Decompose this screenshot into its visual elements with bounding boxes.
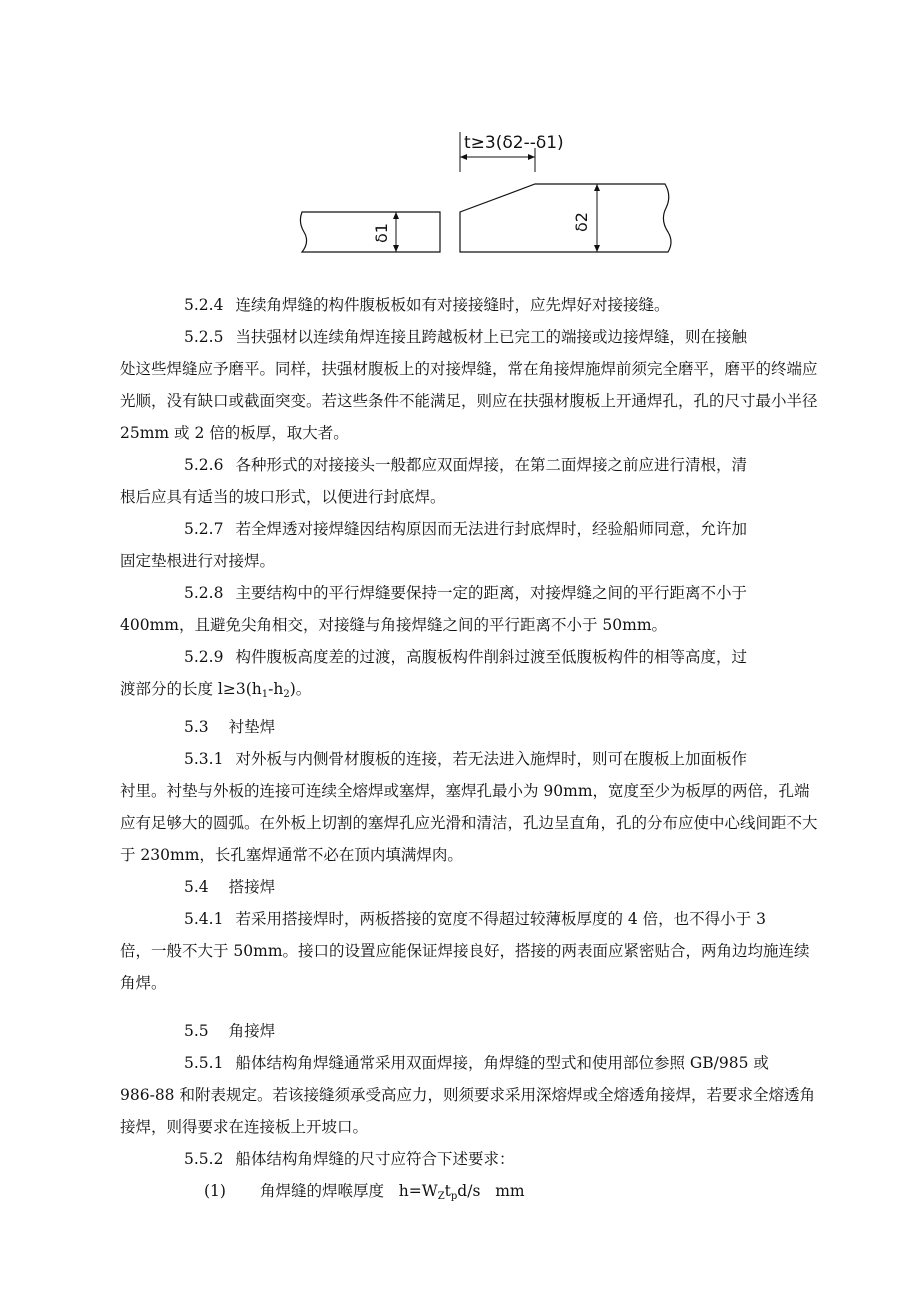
left-arrow-bottom (393, 245, 399, 252)
paragraph-5-2-5-continued: 处这些焊缝应予磨平。同样，扶强材腹板上的对接焊缝，常在角接焊施焊前须完全磨平，磨平的终端应光顺，没有缺口或截面突变。若这些条件不能满足，则应在扶强材腹板上开通焊孔，孔的尺寸最小半径 25mm 或 2 倍的板厚，取大者。 (120, 360, 818, 442)
paragraph-first-line: 主要结构中的平行焊缝要保持一定的距离，对接焊缝之间的平行距离不小于 (235, 584, 747, 602)
diagram-svg (290, 120, 690, 270)
right-plate-label: δ2 (572, 212, 591, 232)
dim-arrow-left (460, 154, 467, 160)
paragraph-5-2-6 (184, 449, 824, 481)
left-plate-outline (300, 212, 440, 252)
unit: mm (495, 1182, 525, 1200)
paragraph-5-2-8-continued: 400mm，且避免尖角相交，对接缝与角接焊缝之间的平行距离不小于 50mm。 (120, 616, 668, 634)
body-text (120, 289, 824, 1213)
formula-part: 渡部分的长度 l≥3(h (120, 680, 262, 698)
spacer (184, 999, 824, 1015)
paragraph-5-2-9-continued (120, 673, 824, 711)
left-arrow-top (393, 212, 399, 219)
subscript-z: Z (437, 1191, 445, 1202)
item-text: 角焊缝的焊喉厚度 (260, 1182, 385, 1200)
section-number: 5.4 (184, 878, 209, 896)
paragraph-5-2-8 (184, 577, 824, 609)
paragraph-first-line: 若全焊透对接焊缝因结构原因而无法进行封底焊时，经验船师同意，允许加 (235, 520, 747, 538)
right-plate-outline (460, 184, 671, 252)
left-plate-label: δ1 (372, 223, 391, 243)
section-heading-5-3 (184, 711, 824, 743)
paragraph-5-2-5 (184, 321, 824, 353)
list-item-1 (184, 1175, 824, 1213)
formula-part: t (444, 1182, 451, 1200)
paragraph-5-2-6-continued: 根后应具有适当的坡口形式，以便进行封底焊。 (120, 488, 446, 506)
paragraph-first-line: 船体结构角焊缝通常采用双面焊接，角焊缝的型式和使用部位参照 GB/985 或 (235, 1054, 769, 1072)
paragraph-5-3-1 (184, 743, 824, 775)
paragraph-first-line: 连续角焊缝的构件腹板板如有对接接缝时，应先焊好对接接缝。 (235, 296, 670, 314)
paragraph-first-line: 构件腹板高度差的过渡，高腹板构件削斜过渡至低腹板构件的相等高度，过 (235, 648, 747, 666)
paragraph-first-line: 对外板与内侧骨材腹板的连接，若无法进入施焊时，则可在腹板上加面板作 (235, 750, 747, 768)
clause-number: 5.2.6 (184, 456, 224, 474)
section-title: 衬垫焊 (228, 718, 276, 736)
clause-number: 5.5.2 (184, 1150, 224, 1168)
paragraph-first-line: 各种形式的对接接头一般都应双面焊接，在第二面焊接之前应进行清根，清 (235, 456, 747, 474)
right-arrow-top (594, 184, 600, 191)
right-arrow-bottom (594, 245, 600, 252)
section-title: 搭接焊 (228, 878, 276, 896)
section-heading-5-5 (184, 1015, 824, 1047)
clause-number: 5.3.1 (184, 750, 224, 768)
formula-part: -h (268, 680, 284, 698)
paragraph-first-line: 船体结构角焊缝的尺寸应符合下述要求： (235, 1150, 515, 1168)
paragraph-5-2-7-continued: 固定垫根进行对接焊。 (120, 552, 276, 570)
paragraph-5-2-4 (184, 289, 824, 321)
clause-number: 5.2.9 (184, 648, 224, 666)
item-number: (1) (204, 1182, 226, 1200)
paragraph-5-4-1 (184, 903, 824, 935)
section-title: 角接焊 (228, 1022, 276, 1040)
clause-number: 5.2.7 (184, 520, 224, 538)
section-number: 5.3 (184, 718, 209, 736)
dim-arrow-right (528, 154, 535, 160)
paragraph-first-line: 当扶强材以连续角焊连接且跨越板材上已完工的端接或边接焊缝，则在接触 (235, 328, 747, 346)
paragraph-first-line: 若采用搭接焊时，两板搭接的宽度不得超过较薄板厚度的 4 倍，也不得小于 3 (235, 910, 766, 928)
paragraph-5-5-2 (184, 1143, 824, 1175)
paragraph-5-4-1-continued: 倍，一般不大于 50mm。接口的设置应能保证焊接良好，搭接的两表面应紧密贴合，两角边均施连续角焊。 (120, 942, 810, 992)
subscript-1: 1 (261, 689, 269, 700)
paragraph-5-2-7 (184, 513, 824, 545)
paragraph-5-5-1-continued: 986-88 和附表规定。若该接缝须承受高应力，则须要求采用深熔焊或全熔透角接焊，若要求全熔透角接焊，则得要求在连接板上开坡口。 (120, 1086, 815, 1136)
clause-number: 5.4.1 (184, 910, 224, 928)
dimension-label: t≥3(δ2--δ1) (464, 133, 564, 153)
clause-number: 5.2.8 (184, 584, 224, 602)
paragraph-5-5-1 (184, 1047, 824, 1079)
formula-part: h=W (398, 1182, 438, 1200)
clause-number: 5.2.4 (184, 296, 224, 314)
formula-part: )。 (289, 680, 312, 698)
section-number: 5.5 (184, 1022, 209, 1040)
paragraph-5-3-1-continued: 衬里。衬垫与外板的连接可连续全熔焊或塞焊，塞焊孔最小为 90mm，宽度至少为板厚的两倍，孔端应有足够大的圆弧。在外板上切割的塞焊孔应光滑和清洁，孔边呈直角，孔的分布应使中心线间距不大于 230mm，长孔塞焊通常不必在顶内填满焊肉。 (120, 782, 818, 864)
subscript-2: 2 (283, 689, 290, 700)
formula-part: d/s (457, 1182, 481, 1200)
section-heading-5-4 (184, 871, 824, 903)
subscript-p: p (450, 1191, 458, 1202)
clause-number: 5.5.1 (184, 1054, 224, 1072)
paragraph-5-2-9 (184, 641, 824, 673)
butt-joint-thickness-transition-diagram (290, 120, 690, 270)
clause-number: 5.2.5 (184, 328, 224, 346)
